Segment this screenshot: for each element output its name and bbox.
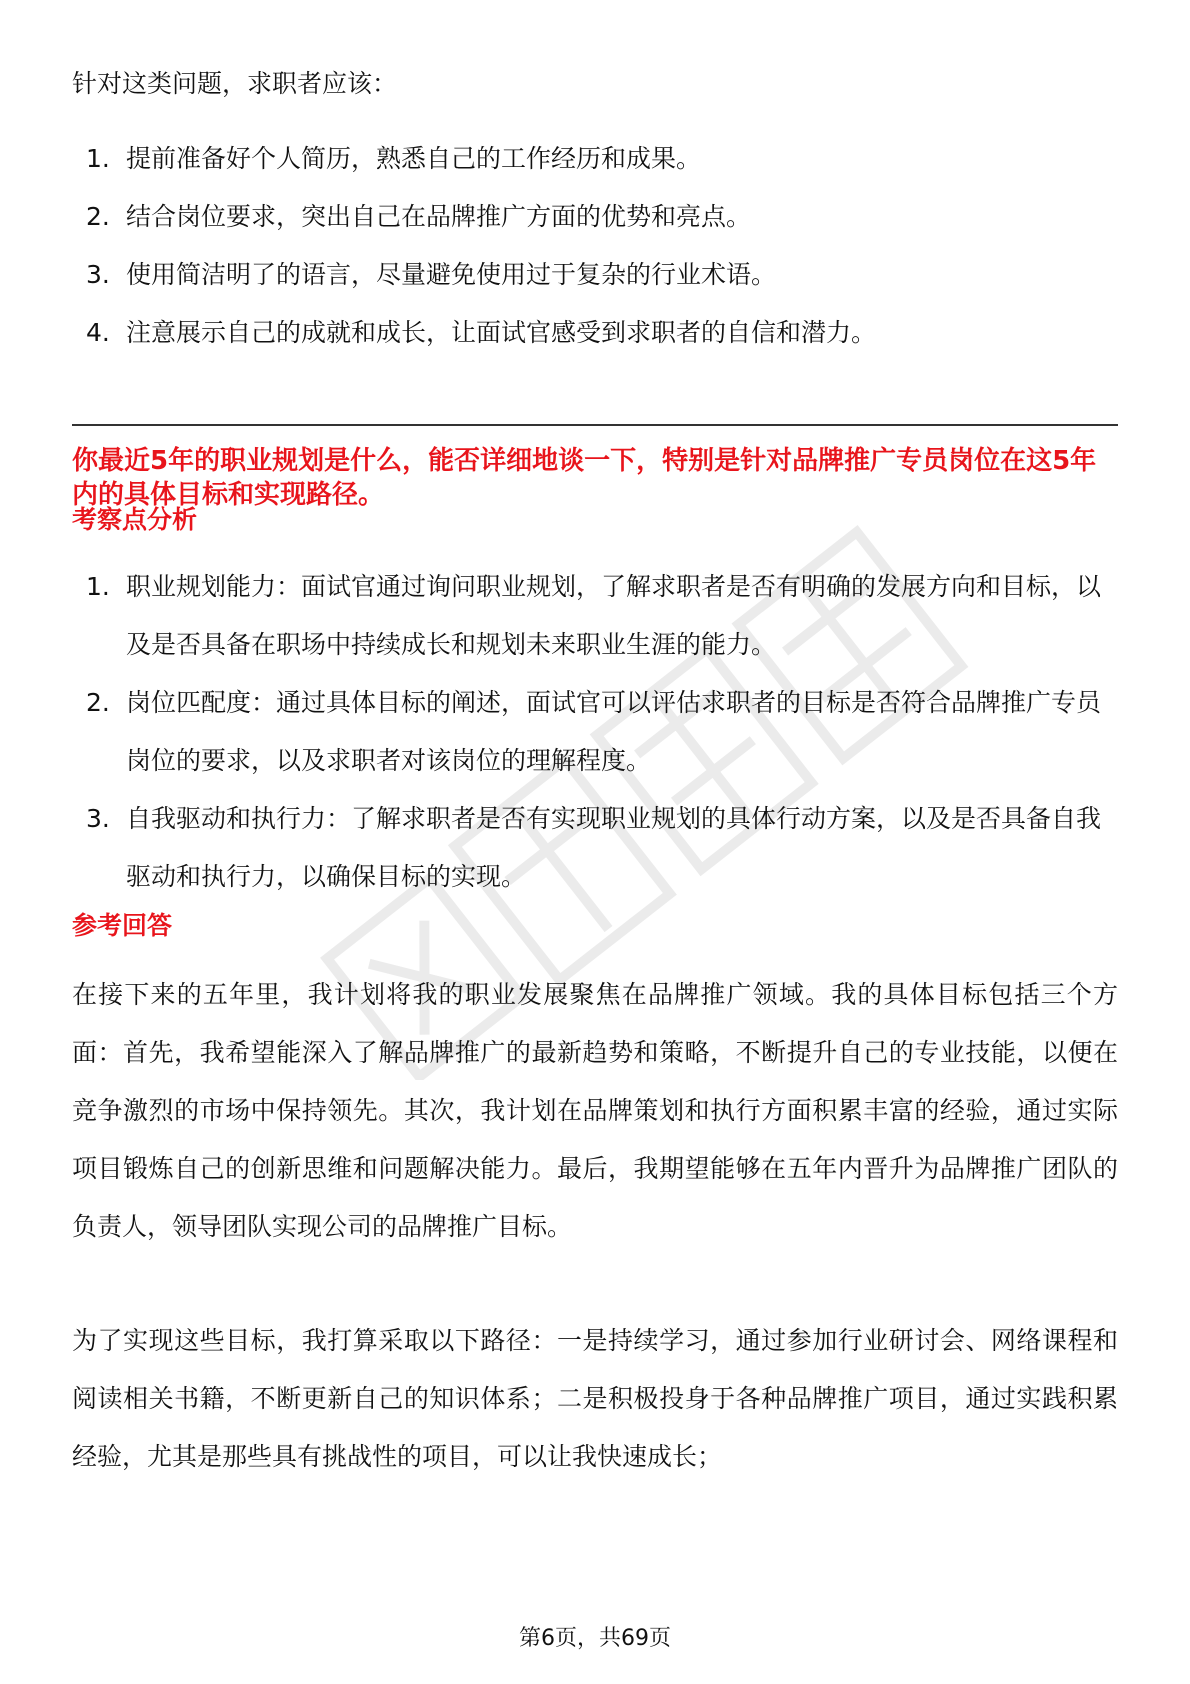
list-item: 3. 自我驱动和执行力：了解求职者是否有实现职业规划的具体行动方案，以及是否具备自我驱动和执行力，以确保目标的实现。 [86, 804, 1102, 891]
list-item: 2. 岗位匹配度：通过具体目标的阐述，面试官可以评估求职者的目标是否符合品牌推广专员岗位的要求，以及求职者对该岗位的理解程度。 [86, 688, 1102, 775]
answer-paragraph: 为了实现这些目标，我打算采取以下路径：一是持续学习，通过参加行业研讨会、网络课程和阅读相关书籍，不断更新自己的知识体系；二是积极投身于各种品牌推广项目，通过实践积累经验，尤其是那些具有挑战性的项目，可以让我快速成长； [72, 1326, 1118, 1471]
list-item: 1. 提前准备好个人简历，熟悉自己的工作经历和成果。 [86, 144, 702, 173]
answer-heading: 参考回答 [72, 911, 173, 940]
lead-text: 针对这类问题，求职者应该： [72, 69, 398, 98]
interview-question: 你最近5年的职业规划是什么，能否详细地谈一下，特别是针对品牌推广专员岗位在这5年内的具体目标和实现路径。 [72, 446, 1097, 510]
section-divider [72, 424, 1118, 426]
analysis-heading: 考察点分析 [72, 505, 198, 534]
tips-list [72, 130, 1118, 362]
list-item: 1. 职业规划能力：面试官通过询问职业规划，了解求职者是否有明确的发展方向和目标，以及是否具备在职场中持续成长和规划未来职业生涯的能力。 [86, 572, 1102, 659]
answer-paragraph: 在接下来的五年里，我计划将我的职业发展聚焦在品牌推广领域。我的具体目标包括三个方面：首先，我希望能深入了解品牌推广的最新趋势和策略，不断提升自己的专业技能，以便在竞争激烈的市场中保持领先。其次，我计划在品牌策划和执行方面积累丰富的经验，通过实际项目锻炼自己的创新思维和问题解决能力。最后，我期望能够在五年内晋升为品牌推广团队的负责人，领导团队实现公司的品牌推广目标。 [72, 980, 1118, 1241]
list-item: 4. 注意展示自己的成就和成长，让面试官感受到求职者的自信和潜力。 [86, 318, 877, 347]
analysis-list [72, 558, 1118, 906]
list-item: 3. 使用简洁明了的语言，尽量避免使用过于复杂的行业术语。 [86, 260, 777, 289]
page-number: 第6页，共69页 [519, 1626, 671, 1651]
list-item: 2. 结合岗位要求，突出自己在品牌推广方面的优势和亮点。 [86, 202, 752, 231]
